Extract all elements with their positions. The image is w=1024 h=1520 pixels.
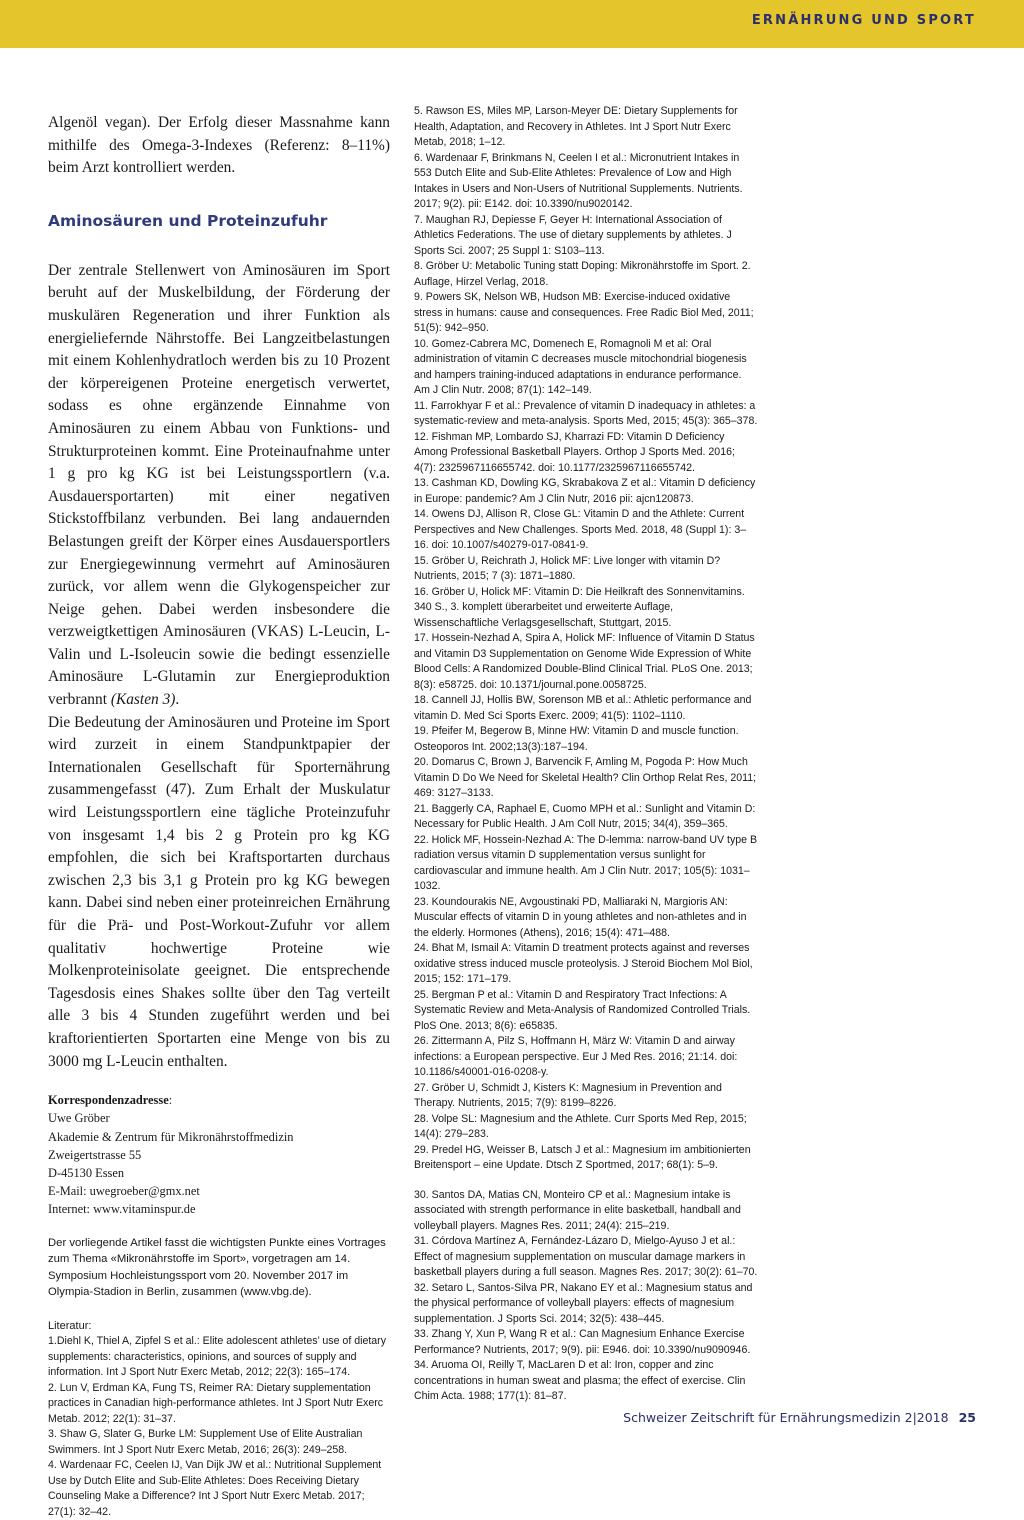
- reference-item: 4. Wardenaar FC, Ceelen IJ, Van Dijk JW et al.: Nutritional Supplement Use by Dutch Elite and Sub-Elite Athletes: Does Receiving Dietary Counseling Make a Difference? Int J Sport Nutr Exerc Metab. 2017; 27(1): 32–42.: [48, 1459, 382, 1518]
- page-footer: [623, 1410, 976, 1425]
- reference-item: 2. Lun V, Erdman KA, Fung TS, Reimer RA: Dietary supplementation practices in Canadian high-performance athletes. Int J Sport Nutr Exerc Metab. 2012; 22(1): 31–37.: [48, 1381, 384, 1425]
- reference-item: 33. Zhang Y, Xun P, Wang R et al.: Can Magnesium Enhance Exercise Performance? Nutrients, 2017; 9(9). pii: E946. doi: 10.3390/nu9090946.: [414, 1328, 751, 1356]
- reference-item: 27. Gröber U, Schmidt J, Kisters K: Magnesium in Prevention and Therapy. Nutrients, 2015; 7(9): 8199–8226.: [414, 1081, 722, 1109]
- reference-item: 21. Baggerly CA, Raphael E, Cuomo MPH et al.: Sunlight and Vitamin D: Necessary for Public Health. J Am Coll Nutr, 2015; 34(4), 359–365.: [414, 802, 756, 830]
- reference-item: 9. Powers SK, Nelson WB, Hudson MB: Exercise-induced oxidative stress in humans: cause and consequences. Free Radic Biol Med, 2011; 51(5): 942–950.: [414, 291, 754, 334]
- reference-item: 24. Bhat M, Ismail A: Vitamin D treatment protects against and reverses oxidative stress induced muscle proteolysis. J Steroid Biochem Mol Biol, 2015; 152: 171–179.: [414, 942, 753, 985]
- correspondence-line: D-45130 Essen: [48, 1165, 125, 1180]
- intro-paragraph: Algenöl vegan). Der Erfolg dieser Massnahme kann mithilfe des Omega-3-Indexes (Referenz: 8–11%) beim Arzt kontrolliert werden.: [48, 114, 390, 177]
- sentence-end: .: [175, 691, 180, 709]
- reference-item: 8. Gröber U: Metabolic Tuning statt Doping: Mikronährstoffe im Sport. 2. Auflage, Hirzel Verlag, 2018.: [414, 260, 751, 288]
- section-title: ERNÄHRUNG UND SPORT: [751, 13, 976, 28]
- reference-item: 28. Volpe SL: Magnesium and the Athlete. Curr Sports Med Rep, 2015; 14(4): 279–283.: [414, 1112, 747, 1140]
- body-paragraph-1: [48, 260, 390, 712]
- reference-item: 26. Zittermann A, Pilz S, Hoffmann H, März W: Vitamin D and airway infections: a European perspective. Eur J Med Res. 2016; 21:14. doi: 10.1186/s40001-016-0208-y.: [414, 1035, 738, 1078]
- reference-item: 12. Fishman MP, Lombardo SJ, Kharrazi FD: Vitamin D Deficiency Among Professional Basketball Players. Orthop J Sports Med. 2016; 4(7): 2325967116655742. doi: 10.1177/2325967116655742.: [414, 430, 735, 474]
- article-note: Der vorliegende Artikel fasst die wichtigsten Punkte eines Vortrages zum Thema «Mikronährstoffe im Sport», vorgetragen am 14. Symposium Hochleistungssport vom 20. November 2017 im Olympia-Stadion in Berlin, zusammen (www.vbg.de).: [48, 1236, 386, 1299]
- reference-item: 17. Hossein-Nezhad A, Spira A, Holick MF: Influence of Vitamin D Status and Vitamin D3 Supplementation on Genome Wide Expression of White Blood Cells: A Randomized Double-Blind Clinical Trial. PLoS One. 2013; 8(3): e58725. doi: 10.1371/journal.pone.0058725.: [414, 632, 755, 691]
- box-reference: (Kasten 3): [110, 691, 176, 709]
- section-heading: Aminosäuren und Proteinzufuhr: [48, 211, 328, 230]
- reference-item: 7. Maughan RJ, Depiesse F, Geyer H: International Association of Athletics Federations. The use of dietary supplements by athletes. J Sports Sci. 2007; 25 Suppl 1: S103–113.: [414, 213, 732, 257]
- reference-item: 11. Farrokhyar F et al.: Prevalence of vitamin D inadequacy in athletes: a systematic-review and meta-analysis. Sports Med, 2015; 45(3): 365–378.: [414, 399, 758, 427]
- correspondence-block: [48, 1091, 390, 1218]
- reference-item: 34. Aruoma OI, Reilly T, MacLaren D et al: Iron, copper and zinc concentrations in human sweat and plasma; the effect of exercise. Clin Chim Acta. 1988; 177(1): 81–87.: [414, 1359, 746, 1402]
- correspondence-colon: :: [168, 1093, 173, 1108]
- reference-item: 10. Gomez-Cabrera MC, Domenech E, Romagnoli M et al: Oral administration of vitamin C decreases muscle mitochondrial biogenesis and hampers training-induced adaptations in endurance performance. Am J Clin Nutr. 2008; 87(1): 142–149.: [414, 337, 747, 396]
- correspondence-line: Uwe Gröber: [48, 1111, 110, 1126]
- reference-item: 20. Domarus C, Brown J, Barvencik F, Amling M, Pogoda P: How Much Vitamin D Do We Need for Skeletal Health? Clin Orthop Relat Res, 2011; 469: 3127–3133.: [414, 756, 757, 799]
- reference-item: 18. Cannell JJ, Hollis BW, Sorenson MB et al.: Athletic performance and vitamin D. Med Sci Sports Exerc. 2009; 41(5): 1102–1110.: [414, 694, 752, 722]
- correspondence-website[interactable]: Internet: www.vitaminspur.de: [48, 1202, 196, 1217]
- reference-item: 22. Holick MF, Hossein-Nezhad A: The D-lemma: narrow-band UV type B radiation versus vitamin D supplementation versus sunlight for cardiovascular and immune health. Am J Clin Nutr. 2017; 105(5): 1031–1032.: [414, 833, 758, 892]
- correspondence-label: Korrespondenzadresse: [48, 1093, 169, 1108]
- correspondence-line: Akademie & Zentrum für Mikronährstoffmedizin: [48, 1129, 294, 1144]
- literature-label: Literatur:: [48, 1319, 92, 1332]
- body-paragraph-1-text: Der zentrale Stellenwert von Aminosäuren im Sport beruht auf der Muskelbildung, der Förderung der muskulären Regeneration und ihrer Funktion als energieliefernde Nährstoffe. Bei Langzeitbelastungen mit einem Kohlenhydratloch werden bis zu 10 Prozent der körpereigenen Proteine energetisch verwertet, sodass es ohne ergänzende Einnahme von Aminosäuren zu einem Abbau von Funktions- und Strukturproteinen kommt. Eine Proteinaufnahme unter 1 g pro kg KG ist bei Leistungssportlern (v.a. Ausdauersportarten) mit einer negativen Stickstoffbilanz verbunden. Bei lang andauernden Belastungen greift der Körper eines Ausdauersportlers zur Energiegewinnung vermehrt auf Aminosäuren zurück, vor allem wenn die Glykogenspeicher zur Neige gehen. Dabei werden insbesondere die verzweigtkettigen Aminosäuren (VKAS) L-Leucin, L-Valin und L-Isoleucin sowie die bedingt essenzielle Aminosäure L-Glutamin zur Energieproduktion verbrannt: [48, 261, 390, 709]
- body-paragraph-2: Die Bedeutung der Aminosäuren und Proteine im Sport wird zurzeit in einem Standpunktpapier der Internationalen Gesellschaft für Sporternährung zusammengefasst (47). Zum Erhalt der Muskulatur wird Leistungssportlern eine tägliche Proteinzufuhr von insgesamt 1,4 bis 2 g Protein pro kg KG empfohlen, die sich bei Kraftsportarten durchaus zwischen 2,3 bis 3,1 g Protein pro kg KG bewegen kann. Dabei sind neben einer proteinreichen Ernährung für die Prä- und Post-Workout-Zufuhr vor allem qualitativ hochwertige Proteine wie Molkenproteinisolate geeignet. Die entsprechende Tagesdosis eines Shakes sollte über den Tag verteilt alle 3 bis 4 Stunden zugeführt werden und bei kraftorientierten Sportarten eine Menge von bis zu 3000 mg L-Leucin enthalten.: [48, 713, 390, 1070]
- reference-item: 6. Wardenaar F, Brinkmans N, Ceelen I et al.: Micronutrient Intakes in 553 Dutch Elite and Sub-Elite Athletes: Prevalence of Low and High Intakes in Users and Non-Users of Nutritional Supplements. Nutrients. 2017; 9(2). pii: E142. doi: 10.3390/nu9020142.: [414, 151, 743, 210]
- reference-item: 30. Santos DA, Matias CN, Monteiro CP et al.: Magnesium intake is associated with strength performance in elite basketball, handball and volleyball players. Magnes Res. 2011; 24(4): 215–219.: [414, 1188, 741, 1232]
- reference-item: 19. Pfeifer M, Begerow B, Minne HW: Vitamin D and muscle function. Osteoporos Int. 2002;13(3):187–194.: [414, 725, 739, 753]
- reference-item: 15. Gröber U, Reichrath J, Holick MF: Live longer with vitamin D? Nutrients, 2015; 7 (3): 1871–1880.: [414, 554, 721, 582]
- reference-item: 16. Gröber U, Holick MF: Vitamin D: Die Heilkraft des Sonnenvitamins. 340 S., 3. komplett überarbeitet und erweiterte Auflage, Wissenschaftliche Verlagsgesellschaft, Stuttgart, 2015.: [414, 585, 745, 629]
- right-column: [414, 104, 758, 1405]
- correspondence-line: Zweigertstrasse 55: [48, 1147, 142, 1162]
- header-bar: [0, 0, 1024, 48]
- reference-item: 13. Cashman KD, Dowling KG, Skrabakova Z et al.: Vitamin D deficiency in Europe: pandemic? Am J Clin Nutr, 2016 pii: ajcn120873.: [414, 477, 756, 505]
- reference-item: 3. Shaw G, Slater G, Burke LM: Supplement Use of Elite Australian Swimmers. Int J Sport Nutr Exerc Metab, 2016; 26(3): 249–258.: [48, 1428, 363, 1456]
- reference-item: 23. Koundourakis NE, Avgoustinaki PD, Malliaraki N, Margioris AN: Muscular effects of vitamin D in young athletes and non-athletes and in the elderly. Hormones (Athens), 2016; 15(4): 471–488.: [414, 895, 747, 939]
- reference-item: 5. Rawson ES, Miles MP, Larson-Meyer DE: Dietary Supplements for Health, Adaptation, and Recovery in Athletes. Int J Sport Nutr Exerc Metab, 2018; 1–12.: [414, 105, 738, 148]
- reference-item: 25. Bergman P et al.: Vitamin D and Respiratory Tract Infections: A Systematic Review and Meta-Analysis of Randomized Controlled Trials. PloS One. 2013; 8(6): e65835.: [414, 988, 751, 1032]
- page-number: 25: [958, 1410, 976, 1425]
- left-column: [48, 112, 390, 1520]
- reference-item: 1.Diehl K, Thiel A, Zipfel S et al.: Elite adolescent athletes’ use of dietary supplements: characteristics, opinions, and sources of supply and information. Int J Sport Nutr Exerc Metab, 2012; 22(3): 165–174.: [48, 1335, 387, 1379]
- reference-item: 31. Córdova Martínez A, Fernández-Lázaro D, Mielgo-Ayuso J et al.: Effect of magnesium supplementation on muscular damage markers in basketball players during a full season. Magnes Res. 2017; 30(2): 61–70.: [414, 1235, 758, 1278]
- reference-item: 14. Owens DJ, Allison R, Close GL: Vitamin D and the Athlete: Current Perspectives and New Challenges. Sports Med. 2018, 48 (Suppl 1): 3–16. doi: 10.1007/s40279-017-0841-9.: [414, 508, 747, 551]
- correspondence-email[interactable]: E-Mail: uwegroeber@gmx.net: [48, 1184, 200, 1199]
- journal-name: Schweizer Zeitschrift für Ernährungsmedizin 2|2018: [623, 1410, 949, 1425]
- reference-item: 32. Setaro L, Santos-Silva PR, Nakano EY et al.: Magnesium status and the physical performance of volleyball players: effects of magnesium supplementation. J Sports Sci. 2014; 32(5): 438–445.: [414, 1281, 753, 1325]
- reference-item: 29. Predel HG, Weisser B, Latsch J et al.: Magnesium im ambitionierten Breitensport – eine Update. Dtsch Z Sportmed, 2017; 68(1): 5–9.: [414, 1143, 751, 1171]
